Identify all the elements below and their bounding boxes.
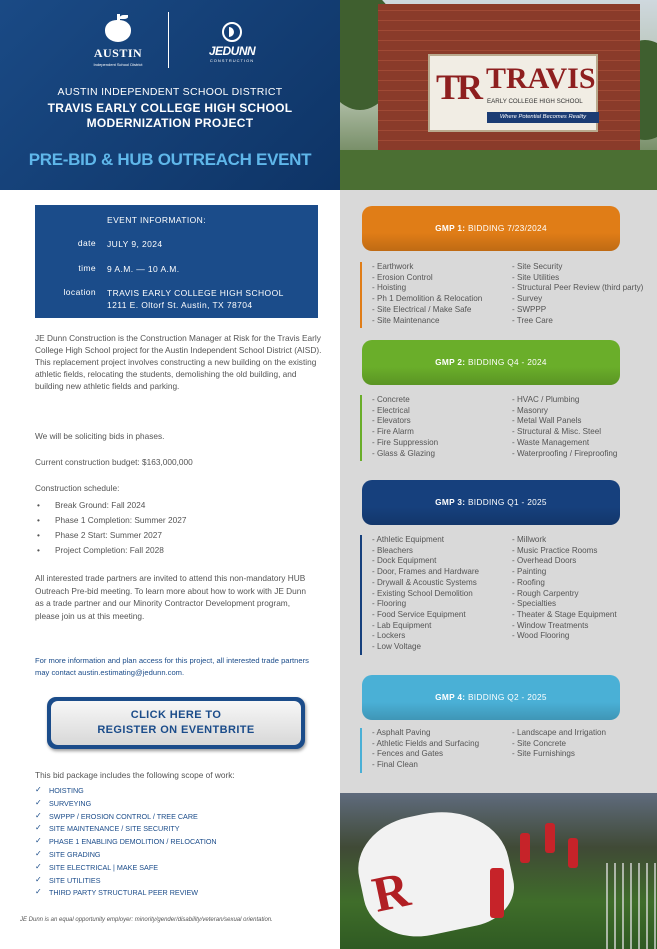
gmp-scope-item: - Music Practice Rooms <box>512 545 598 555</box>
gmp-scope-item: - HVAC / Plumbing <box>512 395 580 404</box>
scope-item-label: SITE UTILITIES <box>49 875 101 885</box>
register-button-line1: CLICK HERE TO <box>130 709 222 721</box>
gmp-4-scope-list <box>360 728 650 773</box>
gmp-scope-item: - Wood Flooring <box>512 631 570 641</box>
event-location-line2: 1211 E. Oltorf St. Austin, TX 78704 <box>107 300 253 310</box>
jedunn-logo-word: JEDUNN <box>208 44 256 58</box>
event-location-line1: TRAVIS EARLY COLLEGE HIGH SCHOOL <box>107 288 284 298</box>
check-icon: ✓ <box>35 874 42 884</box>
sign-school-name: TRAVIS <box>486 62 596 95</box>
gmp-scope-item: - Structural & Misc. Steel <box>512 427 602 437</box>
school-title-line2: MODERNIZATION PROJECT <box>86 116 254 130</box>
logo-divider <box>168 12 169 68</box>
gmp-scope-item: - Asphalt Paving <box>372 728 431 737</box>
scope-item-label: PHASE 1 ENABLING DEMOLITION / RELOCATION <box>49 837 217 847</box>
gmp-scope-column <box>372 728 479 771</box>
gmp-scope-item: - Site Concrete <box>512 738 566 748</box>
sign-school-subtitle: EARLY COLLEGE HIGH SCHOOL <box>487 98 583 105</box>
event-location-label: location <box>63 287 96 297</box>
invite-paragraph: All interested trade partners are invited to attend this non-mandatory HUB Outreach Pre-bid meeting. To learn more about how to work with JE Dunn as a trade partner and our Minority Contractor Development program, please join us at this meeting. <box>35 573 307 621</box>
event-date-label: date <box>77 238 96 248</box>
cheerleader-figure <box>568 838 578 868</box>
contact-text: For more information and plan access for this project, all interested trade partners may contact austin.estimating@jedunn.com. <box>35 656 309 677</box>
scope-list <box>35 786 217 901</box>
gmp-scope-item: - Site Security <box>512 262 563 271</box>
gmp-scope-item: - Lab Equipment <box>372 620 432 630</box>
gmp-scope-item: - Hoisting <box>372 283 407 293</box>
gmp-scope-item: - SWPPP <box>512 304 547 314</box>
schedule-item: • Phase 1 Completion: Summer 2027 <box>35 515 186 530</box>
scope-item-label: SITE ELECTRICAL | MAKE SAFE <box>49 862 159 872</box>
gmp-scope-item: - Painting <box>512 567 547 577</box>
sign-panel <box>428 54 598 132</box>
gmp-scope-item: - Fences and Gates <box>372 749 444 759</box>
gmp-1-header <box>362 206 620 251</box>
gmp-title: GMP 1: <box>435 223 466 233</box>
gmp-scope-item: - Masonry <box>512 405 548 415</box>
jedunn-logo <box>186 22 278 63</box>
gmp-scope-item: - Athletic Fields and Surfacing <box>372 738 480 748</box>
check-icon: ✓ <box>35 887 42 897</box>
gmp-scope-item: - Rough Carpentry <box>512 588 579 598</box>
gmp-scope-item: - Flooring <box>372 599 407 609</box>
gmp-bidding-date: BIDDING 7/23/2024 <box>467 223 547 233</box>
gmp-scope-column <box>512 728 606 760</box>
gmp-2-header <box>362 340 620 385</box>
cheerleader-figure <box>490 868 504 918</box>
gmp-2-scope-list <box>360 395 650 461</box>
gmp-scope-item: - Landscape and Irrigation <box>512 728 607 737</box>
flag-letter: R <box>367 860 415 923</box>
check-icon: ✓ <box>35 861 42 871</box>
cheerleader-figure <box>545 823 555 853</box>
gmp-scope-item: - Drywall & Acoustic Systems <box>372 577 477 587</box>
eeo-footnote: JE Dunn is an equal opportunity employer: minority/gender/disability/veteran/sexual orientation. <box>20 917 273 923</box>
gmp-scope-item: - Specialties <box>512 599 557 609</box>
budget-text: Current construction budget: $163,000,000 <box>35 457 193 467</box>
scope-item <box>35 876 217 889</box>
gmp-scope-item: - Elevators <box>372 416 411 426</box>
event-date-value: JULY 9, 2024 <box>107 239 163 249</box>
scope-item-label: SWPPP / EROSION CONTROL / TREE CARE <box>49 811 198 821</box>
jedunn-logo-sub: CONSTRUCTION <box>209 58 255 63</box>
gmp-scope-item: - Athletic Equipment <box>372 535 444 544</box>
register-eventbrite-button[interactable] <box>47 697 305 749</box>
athletic-field-photo <box>340 793 657 949</box>
gmp-panel <box>340 190 657 793</box>
event-title: PRE-BID & HUB OUTREACH EVENT <box>28 150 312 169</box>
check-icon: ✓ <box>35 823 42 833</box>
gmp-bidding-date: BIDDING Q1 - 2025 <box>467 497 547 507</box>
gmp-scope-item: - Roofing <box>512 577 545 587</box>
gmp-title: GMP 4: <box>435 692 466 702</box>
gmp-scope-item: - Site Furnishings <box>512 749 575 759</box>
gmp-scope-item: - Theater & Stage Equipment <box>512 609 617 619</box>
scope-item-label: SURVEYING <box>49 798 92 808</box>
check-icon: ✓ <box>35 797 42 807</box>
scope-item-label: HOISTING <box>49 786 84 795</box>
gmp-scope-item: - Final Clean <box>372 760 418 770</box>
sign-monogram: TR <box>436 67 481 107</box>
gmp-scope-column <box>512 535 617 642</box>
gmp-3-scope-list <box>360 535 650 655</box>
gmp-scope-item: - Dock Equipment <box>372 556 437 566</box>
gmp-1-scope-list <box>360 262 650 328</box>
scope-item <box>35 824 217 837</box>
scope-item-label: SITE GRADING <box>49 849 101 859</box>
gmp-scope-item: - Door, Frames and Hardware <box>372 567 480 577</box>
school-title-line1: TRAVIS EARLY COLLEGE HIGH SCHOOL <box>47 101 293 115</box>
apple-icon <box>105 14 131 42</box>
jedunn-mark-icon <box>222 22 242 42</box>
gmp-scope-item: - Glass & Glazing <box>372 448 435 458</box>
gmp-scope-item: - Waste Management <box>512 437 590 447</box>
gmp-scope-item: - Overhead Doors <box>512 556 577 566</box>
scope-intro: This bid package includes the following scope of work: <box>35 770 235 780</box>
check-icon: ✓ <box>35 848 42 858</box>
gmp-scope-item: - Site Utilities <box>512 272 560 282</box>
gmp-scope-item: - Earthwork <box>372 262 414 271</box>
schedule-heading: Construction schedule: <box>35 483 120 493</box>
check-icon: ✓ <box>35 836 42 846</box>
gmp-scope-column <box>512 395 617 459</box>
check-icon: ✓ <box>35 810 42 820</box>
school-title <box>0 101 340 131</box>
scope-item <box>35 799 217 812</box>
gmp-scope-item: - Electrical <box>372 405 410 415</box>
gmp-scope-item: - Structural Peer Review (third party) <box>512 283 644 293</box>
phases-text: We will be soliciting bids in phases. <box>35 431 165 441</box>
gmp-scope-item: - Site Maintenance <box>372 315 440 325</box>
schedule-item: • Break Ground: Fall 2024 <box>35 500 186 515</box>
gmp-scope-item: - Existing School Demolition <box>372 588 473 598</box>
scope-item <box>35 863 217 876</box>
school-sign-photo <box>340 0 657 190</box>
scope-item <box>35 812 217 825</box>
gmp-scope-column <box>372 395 438 459</box>
gmp-scope-item: - Window Treatments <box>512 620 589 630</box>
event-info-heading: EVENT INFORMATION: <box>107 215 206 225</box>
gmp-scope-item: - Millwork <box>512 535 547 544</box>
gmp-scope-column <box>512 262 643 326</box>
scope-item <box>35 786 217 799</box>
check-icon: ✓ <box>35 785 42 794</box>
gmp-scope-item: - Lockers <box>372 631 406 641</box>
cheerleader-figure <box>520 833 530 863</box>
scope-item <box>35 888 217 901</box>
austin-logo-sub: Independent School District <box>93 62 143 67</box>
sign-tagline: Where Potential Becomes Reality <box>487 112 599 123</box>
fence-shape <box>600 863 657 949</box>
gmp-scope-item: - Concrete <box>372 395 410 404</box>
event-time-value: 9 A.M. — 10 A.M. <box>107 264 180 274</box>
grass-ground <box>340 150 657 190</box>
gmp-scope-item: - Ph 1 Demolition & Relocation <box>372 294 483 304</box>
register-button-line2: REGISTER ON EVENTBRITE <box>97 724 255 736</box>
gmp-bidding-date: BIDDING Q4 - 2024 <box>467 357 547 367</box>
gmp-title: GMP 2: <box>435 357 466 367</box>
gmp-scope-column <box>372 262 482 326</box>
gmp-scope-item: - Survey <box>512 294 543 304</box>
event-info-box <box>35 205 318 318</box>
gmp-bidding-date: BIDDING Q2 - 2025 <box>467 692 547 702</box>
district-name: AUSTIN INDEPENDENT SCHOOL DISTRICT <box>57 86 283 98</box>
gmp-4-header <box>362 675 620 720</box>
gmp-scope-item: - Metal Wall Panels <box>512 416 582 426</box>
intro-paragraph: JE Dunn Construction is the Construction Manager at Risk for the Travis Early College High School project for the Austin Independent School District (AISD). This replacement project involves constructing a new building on the existing athletic fields, relocating the students, demolishing the old building, and building new athletic fields and parking. <box>35 333 322 391</box>
register-button-face[interactable] <box>51 701 301 745</box>
scope-item-label: SITE MAINTENANCE / SITE SECURITY <box>49 824 180 834</box>
schedule-item: • Phase 2 Start: Summer 2027 <box>35 530 186 545</box>
gmp-scope-column <box>372 535 479 653</box>
austin-isd-logo <box>88 14 148 67</box>
gmp-scope-item: - Site Electrical / Make Safe <box>372 304 472 314</box>
scope-item-label: THIRD PARTY STRUCTURAL PEER REVIEW <box>49 888 199 898</box>
gmp-scope-item: - Erosion Control <box>372 272 433 282</box>
gmp-scope-item: - Waterproofing / Fireproofing <box>512 448 618 458</box>
header-banner <box>0 0 340 190</box>
scope-item <box>35 850 217 863</box>
gmp-title: GMP 3: <box>435 497 466 507</box>
gmp-scope-item: - Food Service Equipment <box>372 609 466 619</box>
schedule-item: • Project Completion: Fall 2028 <box>35 545 186 560</box>
gmp-scope-item: - Fire Alarm <box>372 427 414 437</box>
event-location-value <box>107 287 284 311</box>
gmp-scope-item: - Bleachers <box>372 545 413 555</box>
gmp-3-header <box>362 480 620 525</box>
gmp-scope-item: - Tree Care <box>512 315 553 325</box>
schedule-list <box>35 500 186 560</box>
brick-sign-wall <box>378 4 640 150</box>
scope-item <box>35 837 217 850</box>
austin-logo-word: AUSTIN <box>93 46 143 60</box>
event-time-label: time <box>78 263 96 273</box>
gmp-scope-item: - Fire Suppression <box>372 437 439 447</box>
gmp-scope-item: - Low Voltage <box>372 642 422 652</box>
